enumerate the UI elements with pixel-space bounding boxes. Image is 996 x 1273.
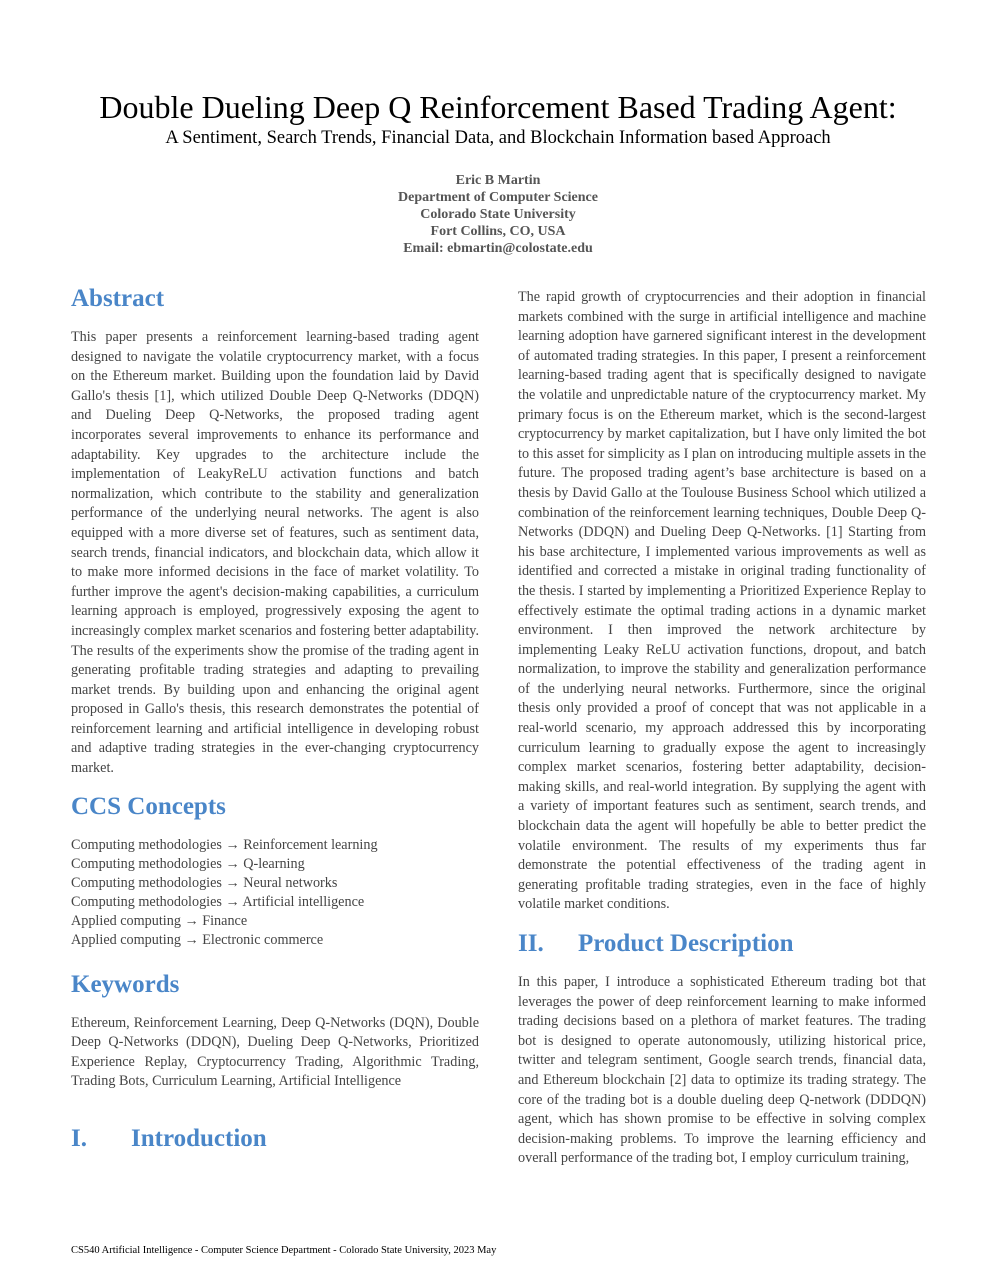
introduction-text: The rapid growth of cryptocurrencies and their adoption in financial markets combined with the surge in artificial intelligence and machine learning adoption have garnered significant interest in the development of automated trading strategies. In this paper, I present a reinforcement learning-based trading agent that is specifically designed to navigate the volatile and unpredictable nature of the cryptocurrency market. My primary focus is on the Ethereum market, which is the second-largest cryptocurrency by market capitalization, but I have only limited the bot to this asset for simplicity as I plan on introducing multiple assets in the future. The proposed trading agent’s base architecture is based on a thesis by David Gallo at the Toulouse Business School which utilized a combination of the reinforcement learning techniques, Double Deep Q-Networks (DDQN) and Dueling Deep Q-Networks. [1] Starting from his base architecture, I implemented various improvements as well as identified and corrected a mistake in original trading functionality of the thesis. I started by implementing a Prioritized Experience Replay to effectively estimate the optimal trading actions in a dynamic market environment. I then improved the network architecture by implementing Leaky ReLU activation functions, dropout, and batch normalization, to improve the stability and generalization performance of the underlying neural networks. Furthermore, since the original thesis only provided a proof of concept that was not applicable in a real-world scenario, my approach addressed this by incorporating curriculum learning to gradually expose the agent to increasingly complex market scenarios, fostering better adaptability, decision-making skills, and real-world integration. By supplying the agent with a variety of important features such as sentiment, search trends, and blockchain data the agent will hopefully be able to better predict the volatile environment. The results of my experiments thus far demonstrate the potential effectiveness of the trading agent in generating profitable trading strategies, even in the face of highly volatile market conditions. xyxy=(518,289,926,913)
ccs-heading: CCS Concepts xyxy=(71,792,226,820)
author-location: Fort Collins, CO, USA xyxy=(430,224,566,239)
ccs-item: Computing methodologies → Neural networks xyxy=(71,874,338,891)
author-email: Email: ebmartin@colostate.edu xyxy=(403,241,593,256)
introduction-heading xyxy=(71,1124,479,1154)
product-description-text: In this paper, I introduce a sophisticated Ethereum trading bot that leverages the power of deep reinforcement learning to make informed trading decisions based on a plethora of market features. The trading bot is designed to operate autonomously, utilizing historical price, twitter and telegram sentiment, Google search trends, financial data, and Ethereum blockchain [2] data to optimize its trading strategy. The core of the trading bot is a double dueling deep Q-network (DDDQN) agent, which has shown promise to be effective in solving complex decision-making problems. To improve the learning efficiency and overall performance of the trading bot, I employ curriculum training, xyxy=(518,974,926,1167)
ccs-item: Computing methodologies → Artificial intelligence xyxy=(71,893,365,910)
keywords-text: Ethereum, Reinforcement Learning, Deep Q-Networks (DQN), Double Deep Q-Networks (DDQN), Dueling Deep Q-Networks, Prioritized Experience Replay, Cryptocurrency Trading, Algorithmic Trading, Trading Bots, Curriculum Learning, Artificial Intelligence xyxy=(71,1014,479,1090)
ccs-item: Applied computing → Finance xyxy=(71,912,248,929)
product-description-title: Product Description xyxy=(578,930,794,957)
paper-subtitle: A Sentiment, Search Trends, Financial Data, and Blockchain Information based Approach xyxy=(165,128,831,148)
author-university: Colorado State University xyxy=(420,207,576,222)
introduction-number: I. xyxy=(71,1125,87,1153)
abstract-heading: Abstract xyxy=(71,285,165,312)
left-column xyxy=(71,284,479,1168)
ccs-item: Computing methodologies → Reinforcement learning xyxy=(71,836,378,853)
product-description-heading xyxy=(518,929,926,959)
author-name: Eric B Martin xyxy=(455,173,541,188)
product-description-number: II. xyxy=(518,930,544,957)
paper-title: Double Dueling Deep Q Reinforcement Based Trading Agent: xyxy=(99,89,897,125)
abstract-text: This paper presents a reinforcement learning-based trading agent designed to navigate the volatile cryptocurrency market, with a focus on the Ethereum market. Building upon the foundation laid by David Gallo's thesis [1], which utilized Double Deep Q-Networks (DDQN) and Dueling Deep Q-Networks, the proposed trading agent incorporates several improvements to enhance its performance and adaptability. Key upgrades to the architecture include the implementation of LeakyReLU activation functions and batch normalization, which contribute to the stability and generalization performance of the underlying neural networks. The agent is also equipped with a more diverse set of features, such as sentiment data, search trends, financial indicators, and blockchain data, which allow it to make more informed decisions in the face of market volatility. To further improve the agent's decision-making capabilities, a curriculum learning approach is employed, progressively exposing the agent to increasingly complex market scenarios and fostering better adaptability. The results of the experiments show the promise of the trading agent in generating profitable trading strategies and adapting to prevailing market trends. By building upon and enhancing the original agent proposed in Gallo's thesis, this research demonstrates the potential of reinforcement learning and artificial intelligence in developing robust and adaptive trading strategies in the ever-changing cryptocurrency market. xyxy=(71,329,480,777)
introduction-title: Introduction xyxy=(131,1125,267,1153)
right-column xyxy=(518,288,926,1169)
keywords-heading: Keywords xyxy=(71,970,180,998)
ccs-list xyxy=(71,836,479,950)
ccs-item: Applied computing → Electronic commerce xyxy=(71,931,324,948)
author-department: Department of Computer Science xyxy=(398,190,598,205)
ccs-item: Computing methodologies → Q-learning xyxy=(71,855,305,872)
author-block xyxy=(0,172,996,257)
page-footer: CS540 Artificial Intelligence - Computer Science Department - Colorado State University, 2023 May xyxy=(71,1245,497,1256)
